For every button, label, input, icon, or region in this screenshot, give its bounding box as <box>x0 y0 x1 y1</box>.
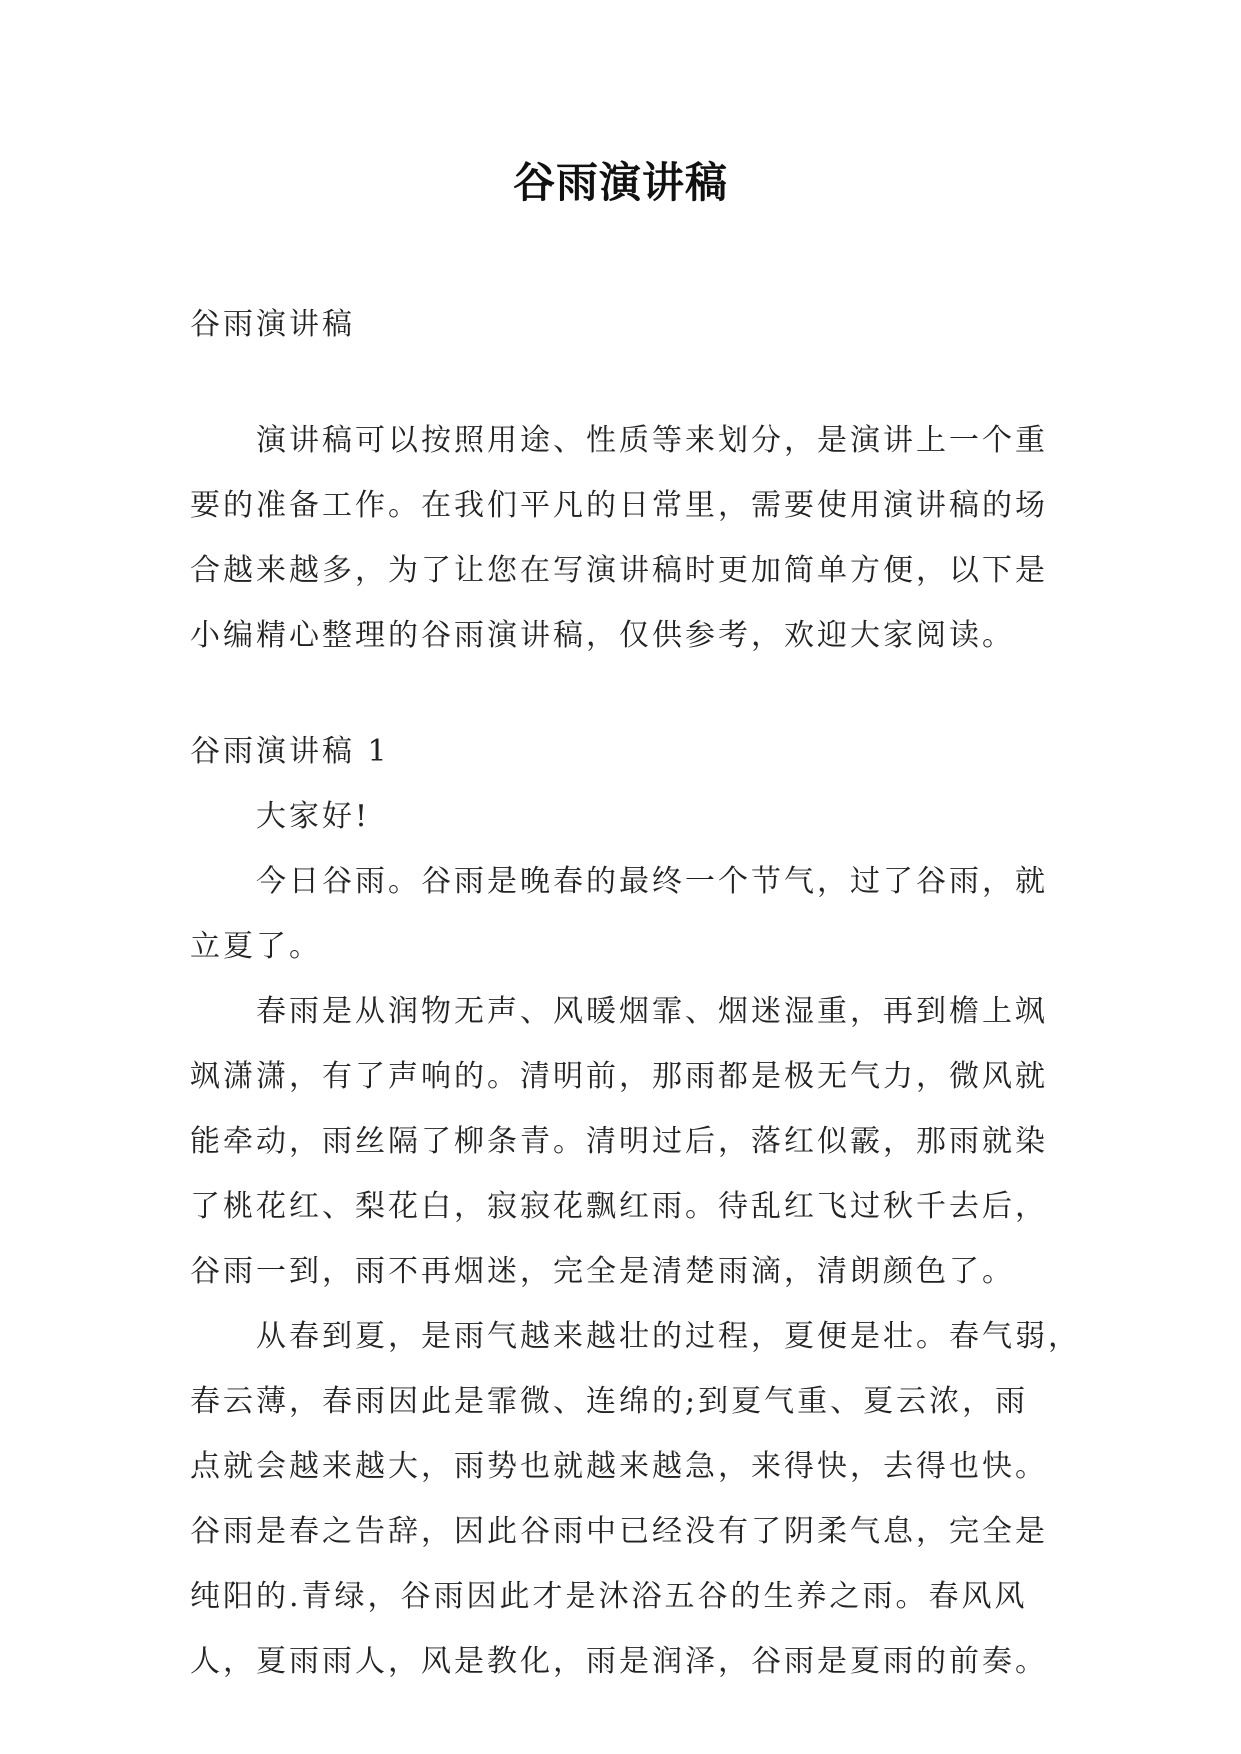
greeting: 大家好! <box>256 799 371 834</box>
paragraph-line: 纯阳的.青绿，谷雨因此才是沐浴五谷的生养之雨。春风风 <box>190 1579 1028 1614</box>
section-1-paragraph-2 <box>190 979 1062 1304</box>
paragraph-line: 立夏了。 <box>190 929 322 964</box>
section-1 <box>190 719 1081 1694</box>
document-title: 谷雨演讲稿 <box>512 158 728 207</box>
paragraph-line: 今日谷雨。谷雨是晚春的最终一个节气，过了谷雨，就 <box>256 864 1048 899</box>
paragraph-line: 演讲稿可以按照用途、性质等来划分，是演讲上一个重 <box>256 423 1048 458</box>
paragraph-line: 谷雨是春之告辞，因此谷雨中已经没有了阴柔气息，完全是 <box>190 1514 1048 1549</box>
section-heading: 谷雨演讲稿 1 <box>190 734 390 769</box>
paragraph-line: 春云薄，春雨因此是霏微、连绵的;到夏气重、夏云浓，雨 <box>190 1384 1029 1419</box>
paragraph-line: 从春到夏，是雨气越来越壮的过程，夏便是壮。春气弱， <box>256 1319 1081 1354</box>
document-subtitle: 谷雨演讲稿 <box>190 307 355 342</box>
paragraph-line: 人，夏雨雨人，风是教化，雨是润泽，谷雨是夏雨的前奏。 <box>190 1644 1048 1679</box>
paragraph-line: 谷雨一到，雨不再烟迷，完全是清楚雨滴，清朗颜色了。 <box>190 1254 1015 1289</box>
paragraph-line: 要的准备工作。在我们平凡的日常里，需要使用演讲稿的场 <box>190 488 1048 523</box>
paragraph-line: 能牵动，雨丝隔了柳条青。清明过后，落红似霰，那雨就染 <box>190 1124 1048 1159</box>
section-1-paragraph-3 <box>190 1304 1081 1694</box>
section-1-paragraph-1 <box>190 849 1062 979</box>
document-body <box>190 292 1081 1694</box>
paragraph-line: 小编精心整理的谷雨演讲稿，仅供参考，欢迎大家阅读。 <box>190 618 1015 653</box>
intro-paragraph <box>190 408 1062 668</box>
paragraph-line: 了桃花红、梨花白，寂寂花飘红雨。待乱红飞过秋千去后， <box>190 1189 1048 1224</box>
paragraph-line: 春雨是从润物无声、风暖烟霏、烟迷湿重，再到檐上飒 <box>256 994 1048 1029</box>
paragraph-line: 飒潇潇，有了声响的。清明前，那雨都是极无气力，微风就 <box>190 1059 1048 1094</box>
paragraph-line: 点就会越来越大，雨势也就越来越急，来得快，去得也快。 <box>190 1449 1048 1484</box>
paragraph-line: 合越来越多，为了让您在写演讲稿时更加简单方便，以下是 <box>190 553 1048 588</box>
